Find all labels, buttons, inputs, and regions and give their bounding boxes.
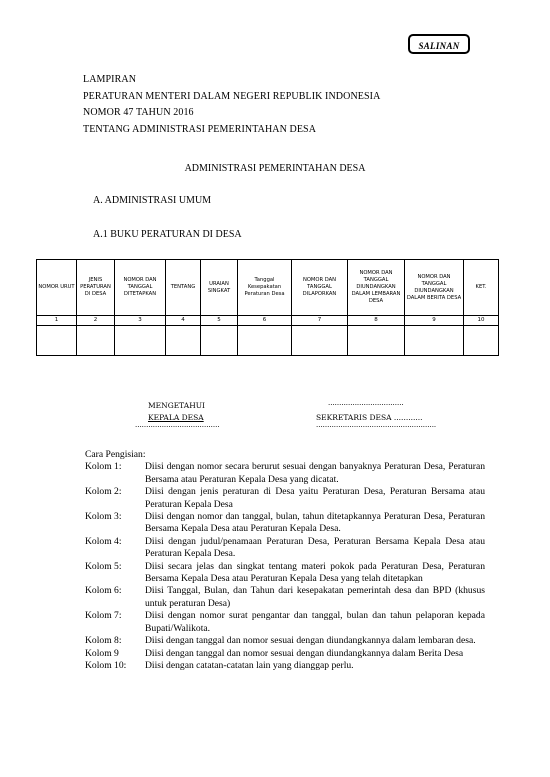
table-cell — [115, 326, 166, 356]
instruction-item — [85, 585, 485, 610]
header-number: NOMOR 47 TAHUN 2016 — [83, 107, 194, 118]
instruction-text: Diisi dengan tanggal dan nomor sesuai dengan diundangkannya dalam lembaran desa. — [145, 635, 476, 647]
sign-right-line: ...................................................... — [316, 421, 437, 429]
instruction-label: Kolom 2: — [85, 486, 122, 498]
col-number: 6 — [238, 316, 292, 326]
col-header: NOMOR DAN TANGGAL DIUNDANGKAN DALAM BERITA DESA — [405, 260, 464, 316]
table-cell — [77, 326, 115, 356]
instruction-text: Diisi dengan jenis peraturan di Desa yaitu Peraturan Desa, Peraturan Bersama atau Peraturan Kepala Desa — [145, 486, 485, 510]
instruction-label: Kolom 3: — [85, 511, 122, 523]
col-number: 4 — [166, 316, 201, 326]
col-header: KET. — [464, 260, 499, 316]
col-number: 7 — [292, 316, 348, 326]
table-cell — [464, 326, 499, 356]
sign-right-role: SEKRETARIS DESA ............ — [316, 413, 423, 422]
instruction-label: Kolom 7: — [85, 610, 122, 622]
col-number: 2 — [77, 316, 115, 326]
header-subject: TENTANG ADMINISTRASI PEMERINTAHAN DESA — [83, 124, 317, 135]
document-title: ADMINISTRASI PEMERINTAHAN DESA — [184, 163, 366, 174]
col-number: 8 — [348, 316, 405, 326]
instruction-item — [85, 610, 485, 635]
table-cell — [238, 326, 292, 356]
sign-left-line: ...................................... — [135, 421, 220, 429]
col-header: NOMOR DAN TANGGAL DILAPORKAN — [292, 260, 348, 316]
sign-right-top: .................................. — [328, 399, 404, 407]
table-cell — [201, 326, 238, 356]
instruction-text: Diisi Tanggal, Bulan, dan Tahun dari kesepakatan pemerintah desa dan BPD (khusus untuk peraturan Desa) — [145, 585, 485, 609]
table-number-row — [37, 316, 499, 326]
col-number: 10 — [464, 316, 499, 326]
instruction-label: Kolom 6: — [85, 585, 122, 597]
table-cell — [405, 326, 464, 356]
instruction-label: Kolom 10: — [85, 659, 127, 671]
instruction-text: Diisi dengan catatan-catatan lain yang dianggap perlu. — [145, 659, 354, 671]
instruction-text: Diisi secara jelas dan singkat tentang materi pokok pada Peraturan Desa, Peraturan Bersama Kepala Desa atau Peraturan Kepala Desa yang telah ditetapkan — [145, 560, 485, 585]
instruction-label: Kolom 9 — [85, 647, 119, 659]
col-header: JENIS PERATURAN DI DESA — [77, 260, 115, 316]
table-cell — [292, 326, 348, 356]
instruction-text: Diisi dengan judul/penamaan Peraturan Desa, Peraturan Bersama Kepala Desa atau Peraturan Kepala Desa. — [145, 535, 485, 560]
instruction-item — [85, 635, 485, 647]
col-header: URAIAN SINGKAT — [201, 260, 238, 316]
instruction-item — [85, 660, 485, 672]
section-heading: A. ADMINISTRASI UMUM — [93, 195, 212, 206]
table-header-row — [37, 260, 499, 316]
instruction-item — [85, 486, 485, 511]
col-header: Tanggal Kesepakatan Peraturan Desa — [238, 260, 292, 316]
sign-left-title: MENGETAHUI — [148, 401, 206, 410]
instructions — [85, 449, 485, 672]
instructions-heading: Cara Pengisian: — [85, 449, 146, 460]
header-regulation: PERATURAN MENTERI DALAM NEGERI REPUBLIK INDONESIA — [83, 91, 381, 102]
col-header: NOMOR URUT — [37, 260, 77, 316]
instruction-item — [85, 461, 485, 486]
table-cell — [348, 326, 405, 356]
instruction-item — [85, 511, 485, 536]
col-number: 5 — [201, 316, 238, 326]
col-number: 3 — [115, 316, 166, 326]
col-number: 1 — [37, 316, 77, 326]
instruction-item — [85, 648, 485, 660]
col-number: 9 — [405, 316, 464, 326]
instruction-item — [85, 561, 485, 586]
subsection-heading: A.1 BUKU PERATURAN DI DESA — [93, 229, 242, 240]
sign-left-role: KEPALA DESA — [148, 413, 204, 422]
instruction-text: Diisi dengan nomor secara berurut sesuai dengan banyaknya Peraturan Desa, Peraturan Bersama atau Peraturan Kepala Desa yang dicatat. — [145, 461, 485, 485]
instruction-label: Kolom 8: — [85, 635, 122, 647]
instruction-label: Kolom 5: — [85, 560, 122, 572]
table-empty-row — [37, 326, 499, 356]
instruction-text: Diisi dengan nomor surat pengantar dan tanggal, bulan dan tahun pelaporan kepada Bupati/Walikota. — [145, 610, 485, 634]
instruction-label: Kolom 4: — [85, 535, 122, 547]
table-cell — [37, 326, 77, 356]
instruction-item — [85, 536, 485, 561]
instruction-label: Kolom 1: — [85, 461, 122, 473]
register-table — [36, 259, 499, 356]
col-header: TENTANG — [166, 260, 201, 316]
table-cell — [166, 326, 201, 356]
header-lampiran: LAMPIRAN — [83, 74, 137, 85]
col-header: NOMOR DAN TANGGAL DITETAPKAN — [115, 260, 166, 316]
salinan-stamp: SALINAN — [408, 34, 470, 54]
instruction-text: Diisi dengan nomor dan tanggal, bulan, tahun ditetapkannya Peraturan Desa, Peraturan Bersama Kepala Desa atau Peraturan Kepala Desa. — [145, 511, 485, 535]
instruction-text: Diisi dengan tanggal dan nomor sesuai dengan diundangkannya dalam Berita Desa — [145, 647, 464, 659]
col-header: NOMOR DAN TANGGAL DIUNDANGKAN DALAM LEMBARAN DESA — [348, 260, 405, 316]
